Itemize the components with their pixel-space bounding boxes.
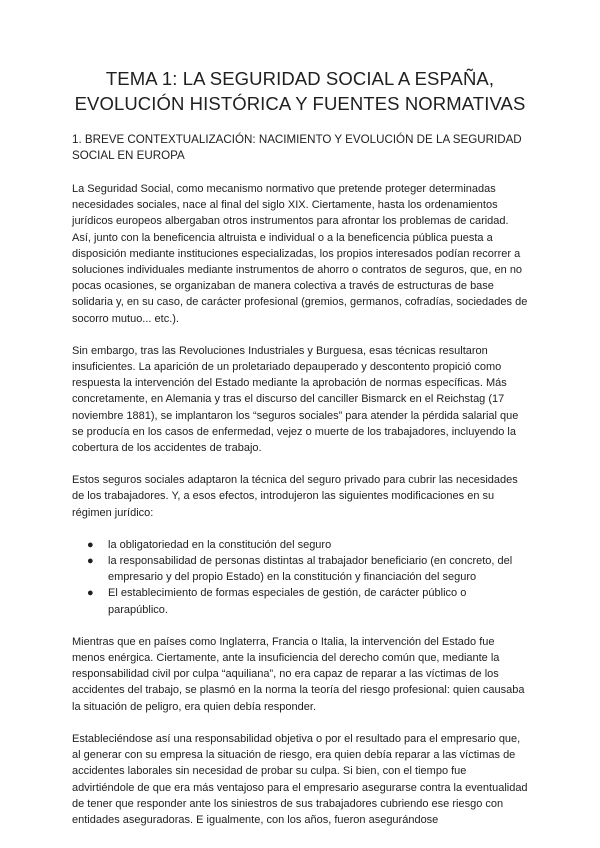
bullet-icon: ● [87, 538, 94, 551]
section-heading: 1. BREVE CONTEXTUALIZACIÓN: NACIMIENTO Y EVOLUCIÓN DE LA SEGURIDAD SOCIAL EN EUROPA [72, 133, 522, 162]
bullet-icon: ● [87, 555, 94, 568]
bullet-text: El establecimiento de formas especiales de gestión, de carácter público o parapúblico. [108, 587, 467, 616]
bullet-text: la responsabilidad de personas distintas al trabajador beneficiario (en concreto, del empresario y del propio Estado) en la constitución y financiación del seguro [108, 555, 513, 584]
document-page [72, 66, 528, 828]
bullet-text: la obligatoriedad en la constitución del seguro [108, 538, 332, 551]
title-line-2: EVOLUCIÓN HISTÓRICA Y FUENTES NORMATIVAS [74, 93, 526, 114]
paragraph-2: Sin embargo, tras las Revoluciones Industriales y Burguesa, esas técnicas resultaron insuficientes. La aparición de un proletariado depauperado y descontento propició como respuesta la intervención del Estado mediante la aprobación de normas específicas. Más concretamente, en Alemania y tras el discurso del canciller Bismarck en el Reichstag (17 noviembre 1881), se implantaron los “seguros sociales” para atender la pérdida salarial que se producía en los casos de enfermedad, vejez o muerte de los trabajadores, incluyendo la cobertura de los accidentes de trabajo. [72, 344, 519, 455]
document-title [72, 66, 528, 116]
paragraph-4: Mientras que en países como Inglaterra, Francia o Italia, la intervención del Estado fue menos enérgica. Ciertamente, ante la insuficiencia del derecho común que, mediante la responsabilidad civil por culpa “aquiliana”, no era capaz de reparar a las víctimas de los accidentes del trabajo, se plasmó en la norma la teoría del riesgo profesional: quien causaba la situación de peligro, era quien debía responder. [72, 635, 525, 713]
bullet-icon: ● [87, 587, 94, 600]
bullet-item [72, 585, 528, 617]
paragraph-5: Estableciéndose así una responsabilidad objetiva o por el resultado para el empresario que, al generar con su empresa la situación de riesgo, era quien debía reparar a las víctimas de accidentes laborales sin necesidad de probar su culpa. Si bien, con el tiempo fue advirtiéndole de que era más ventajoso para el empresario asegurarse contra la eventualidad de tener que responder ante los siniestros de sus trabajadores cubriendo ese riesgo con entidades aseguradoras. E igualmente, con los años, fueron asegurándose [72, 732, 528, 826]
bullet-item [72, 537, 528, 553]
bullet-item [72, 553, 528, 585]
title-line-1: TEMA 1: LA SEGURIDAD SOCIAL A ESPAÑA, [105, 68, 495, 89]
bullet-list [72, 537, 528, 618]
paragraph-3: Estos seguros sociales adaptaron la técnica del seguro privado para cubrir las necesidades de los trabajadores. Y, a esos efectos, introdujeron las siguientes modificaciones en su régimen jurídico: [72, 474, 518, 519]
paragraph-1: La Seguridad Social, como mecanismo normativo que pretende proteger determinadas necesidades sociales, nace al final del siglo XIX. Ciertamente, hasta los ordenamientos jurídicos europeos albergaban otros instrumentos para afrontar los problemas de caridad. Así, junto con la beneficencia altruista e individual o a la beneficencia pública puesta a disposición mediante instituciones especializadas, los propios interesados podían recorrer a soluciones individuales mediante instrumentos de ahorro o contratos de seguros, que, en no pocas ocasiones, se organizaban de manera colectiva a través de estructuras de base solidaria y, en su caso, de carácter profesional (gremios, germanos, cofradías, sociedades de socorro mutuo... etc.). [72, 183, 528, 325]
